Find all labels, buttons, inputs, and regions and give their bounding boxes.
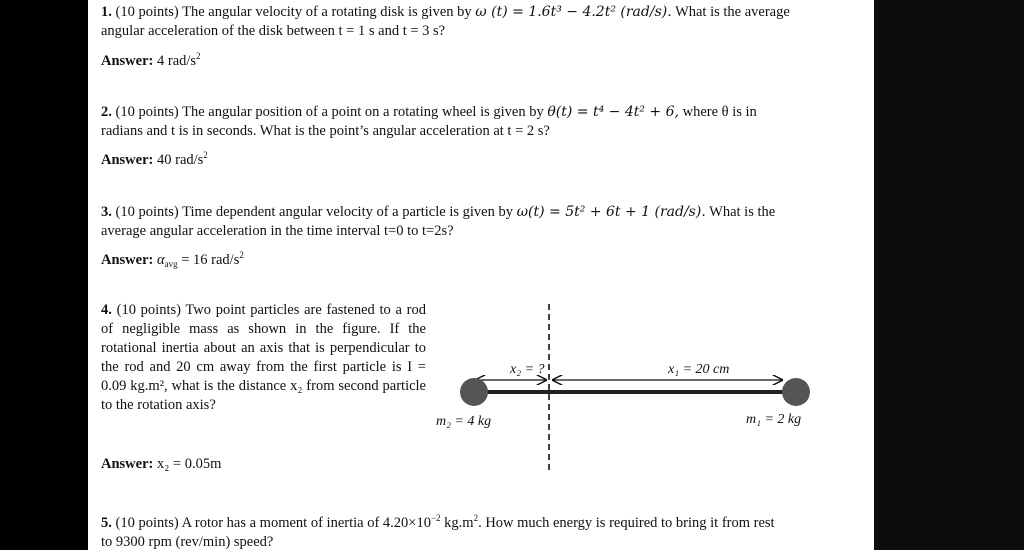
answer-4 <box>101 455 221 474</box>
x1-label: x₁ = 20 cm <box>668 362 730 377</box>
question-1-text-b: What is the average <box>675 4 790 20</box>
question-4-number: 4. <box>101 302 112 318</box>
answer-1 <box>101 52 201 71</box>
question-3 <box>101 203 841 241</box>
question-3-line-2: average angular acceleration in the time interval t=0 to t=2s? <box>101 223 454 239</box>
question-4 <box>101 301 426 415</box>
question-3-number: 3. <box>101 204 112 220</box>
answer-2-label: Answer: <box>101 152 154 168</box>
question-2-text-a: The angular position of a point on a rotating wheel is given by <box>182 104 544 120</box>
answer-3 <box>101 251 244 270</box>
question-5-text-c: . How much energy is required to bring it from rest <box>478 515 775 531</box>
question-3-points: (10 points) <box>115 204 179 220</box>
answer-4-label: Answer: <box>101 456 154 472</box>
question-4-points: (10 points) <box>116 302 181 318</box>
question-5-square: 2 <box>473 513 479 523</box>
question-2 <box>101 103 841 141</box>
answer-2-value: 40 rad/s <box>156 152 204 168</box>
question-2-number: 2. <box>101 104 112 120</box>
rod-figure <box>436 300 816 475</box>
answer-3-label: Answer: <box>101 252 154 268</box>
question-3-text-b: What is the <box>709 204 776 220</box>
question-3-text-a: Time dependent angular velocity of a particle is given by <box>182 204 513 220</box>
mass-1-ball <box>782 378 810 406</box>
question-2-formula: θ(t) = t⁴ − 4t² + 6, <box>547 104 679 120</box>
question-1-text-a: The angular velocity of a rotating disk is given by <box>182 4 472 20</box>
m1-label: m₁ = 2 kg <box>746 412 802 427</box>
question-2-line-2: radians and t is in seconds. What is the point’s angular acceleration at t = 2 s? <box>101 123 550 139</box>
question-2-text-b: where θ is in <box>682 104 757 120</box>
question-2-points: (10 points) <box>115 104 179 120</box>
mass-2-ball <box>460 378 488 406</box>
question-5-text-a: A rotor has a moment of inertia of 4.20×10 <box>181 515 431 531</box>
question-5-text-b: kg.m <box>440 515 474 531</box>
answer-2-exponent: 2 <box>203 150 208 160</box>
answer-1-exponent: 2 <box>196 51 201 61</box>
m2-label: m₂ = 4 kg <box>436 414 492 429</box>
question-5 <box>101 514 841 550</box>
question-5-line-2: to 9300 rpm (rev/min) speed? <box>101 534 274 550</box>
question-1-formula: ω (t) = 1.6t³ − 4.2t² (rad/s). <box>475 4 672 20</box>
answer-3-subscript: avg <box>164 259 178 269</box>
question-5-exponent: −2 <box>430 513 441 523</box>
question-5-number: 5. <box>101 515 112 531</box>
question-1-number: 1. <box>101 4 112 20</box>
question-3-formula: ω(t) = 5t² + 6t + 1 (rad/s). <box>516 204 706 220</box>
question-4-text: Two point particles are fastened to a rod of negligible mass as shown in the figure. If the rotational inertia about an axis that is perpendicular to the rod and 20 cm away from the first particle is I = 0.09 kg.m², what is the distance x₂ from second particle to the rotation axis? <box>101 302 427 413</box>
document-page <box>88 0 874 550</box>
answer-4-value: x₂ = 0.05m <box>156 456 222 472</box>
x2-label: x₂ = ? <box>510 362 545 377</box>
answer-1-value: 4 rad/s <box>156 53 197 69</box>
rod-diagram <box>436 300 816 475</box>
answer-1-label: Answer: <box>101 53 154 69</box>
answer-3-symbol: α <box>156 252 165 268</box>
dark-background-strip <box>874 0 1024 550</box>
question-1 <box>101 3 841 41</box>
question-1-points: (10 points) <box>115 4 179 20</box>
answer-3-value: = 16 rad/s <box>177 252 240 268</box>
question-5-points: (10 points) <box>115 515 179 531</box>
answer-3-exponent: 2 <box>239 250 244 260</box>
answer-2 <box>101 151 208 170</box>
question-1-line-2: angular acceleration of the disk between t = 1 s and t = 3 s? <box>101 23 446 39</box>
